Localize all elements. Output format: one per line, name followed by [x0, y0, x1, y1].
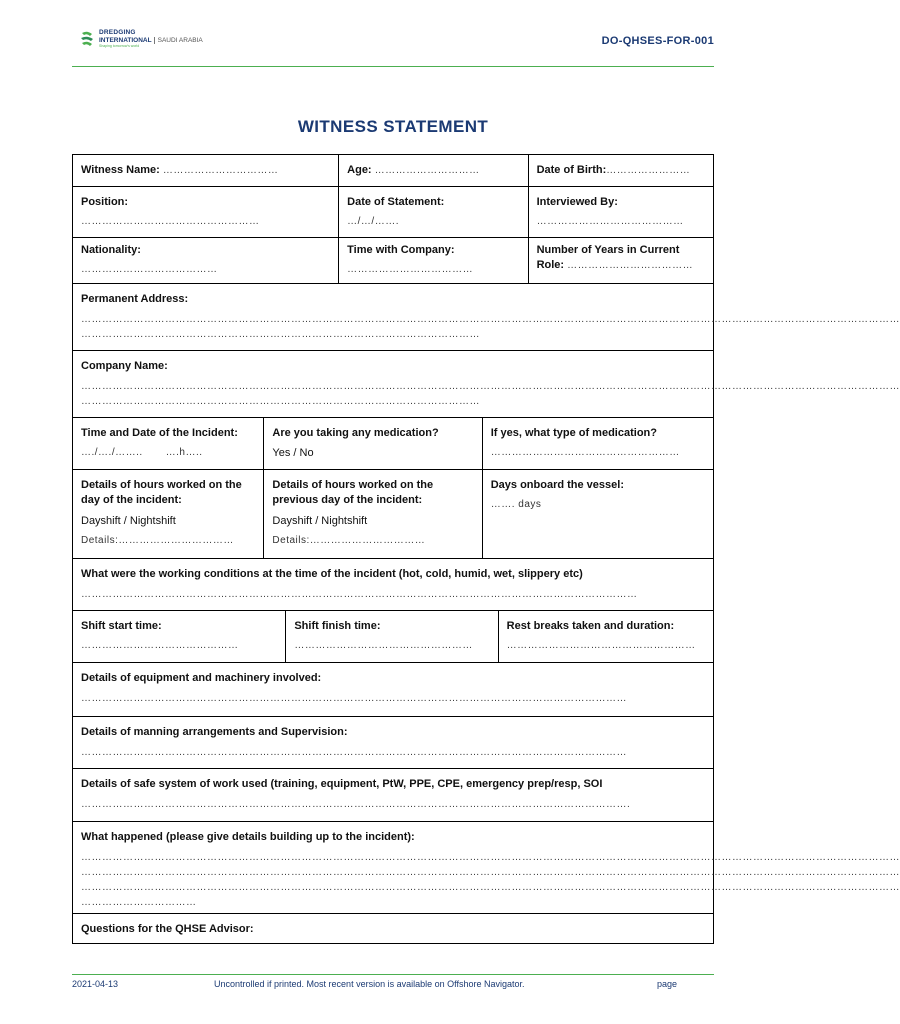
- rest-breaks-field[interactable]: Rest breaks taken and duration: ………………………………………………: [498, 611, 713, 662]
- brand-line1: DREDGING: [99, 29, 136, 36]
- questions-field[interactable]: Questions for the QHSE Advisor:: [81, 923, 254, 935]
- witness-statement-form: [72, 154, 900, 944]
- interviewed-by-field[interactable]: Interviewed By: ……………………………………: [528, 187, 713, 237]
- hours-previous-day-field[interactable]: Details of hours worked on the previous day of the incident: Dayshift / Nightshift Details:……………………………: [263, 470, 481, 558]
- company-name-field[interactable]: Company Name: ……………………………………………………………………………………………………………………………………………………………………………………………………………… ……………………………………………………………………………………………………: [81, 360, 900, 408]
- footer-page: page: [657, 979, 678, 989]
- form-row: [73, 662, 713, 716]
- time-with-company-field[interactable]: Time with Company: ………………………………: [338, 238, 527, 283]
- equipment-field[interactable]: Details of equipment and machinery involved: …………………………………………………………………………………………………………………………………………: [81, 672, 627, 705]
- brand-line2: INTERNATIONAL: [99, 36, 152, 44]
- form-row: [73, 610, 713, 662]
- form-row: [73, 768, 713, 821]
- permanent-address-field[interactable]: Permanent Address: ……………………………………………………………………………………………………………………………………………………………………………………………………………… ……………………………………………………………………………………………………: [81, 293, 900, 341]
- what-happened-field[interactable]: What happened (please give details building up to the incident): ……………………………………………………………………………………………………………………………………………………………………………………………………………… ……………………………………………………………………………………………………………………………………………………………………………………………………………… ……………………………………………………………………………………………………………………………………………………………………………………………………………… ……………………………: [81, 831, 900, 909]
- form-row: [73, 417, 713, 469]
- witness-name-field[interactable]: Witness Name: ……………………………: [81, 164, 279, 176]
- form-row: [73, 237, 713, 283]
- page-header: [72, 26, 714, 67]
- form-row: [73, 283, 900, 350]
- document-code: DO-QHSES-FOR-001: [601, 35, 714, 47]
- date-of-birth-field[interactable]: Date of Birth:……………………: [528, 155, 713, 186]
- date-of-statement-field[interactable]: Date of Statement: …/…/…….: [338, 187, 527, 237]
- company-logo: [80, 30, 203, 49]
- form-row: [73, 716, 713, 768]
- form-row: [73, 913, 713, 943]
- form-row: [73, 821, 900, 913]
- form-row: [73, 155, 713, 186]
- page-title: WITNESS STATEMENT: [297, 117, 489, 136]
- working-conditions-field[interactable]: What were the working conditions at the time of the incident (hot, cold, humid, wet, slippery etc) ……………………………………………………………………………………………………………………………………………: [81, 568, 638, 601]
- shift-start-field[interactable]: Shift start time: ………………………………………: [81, 620, 239, 652]
- brand-tagline: Shaping tomorrow's world: [99, 44, 140, 48]
- age-field[interactable]: Age: …………………………: [338, 155, 527, 186]
- incident-time-date-field[interactable]: Time and Date of the Incident: …./…./…….. ….h…..: [81, 427, 238, 459]
- form-row: [73, 350, 900, 417]
- footer-note: Uncontrolled if printed. Most recent version is available on Offshore Navigator.: [214, 979, 525, 989]
- safe-system-field[interactable]: Details of safe system of work used (training, equipment, PtW, PPE, CPE, emergency prep/resp, SOI ………………………………………………………………………………………………………………………………………….: [81, 778, 631, 811]
- dredging-logo-icon: [80, 31, 94, 47]
- footer-date: 2021-04-13: [72, 979, 119, 989]
- years-in-role-field[interactable]: Number of Years in Current Role: ………………………………: [528, 238, 713, 283]
- medication-type-field[interactable]: If yes, what type of medication? ………………………………………………: [482, 418, 713, 469]
- nationality-field[interactable]: Nationality: …………………………………: [81, 244, 218, 276]
- shift-finish-field[interactable]: Shift finish time: ……………………………………………: [285, 611, 497, 662]
- form-row: [73, 469, 713, 558]
- brand-region: SAUDI ARABIA: [154, 37, 203, 44]
- days-onboard-field[interactable]: Days onboard the vessel: ……. days: [482, 470, 713, 558]
- medication-field[interactable]: Are you taking any medication? Yes / No: [263, 418, 481, 469]
- form-row: [73, 186, 713, 237]
- page-footer: [72, 974, 714, 997]
- manning-field[interactable]: Details of manning arrangements and Supervision: …………………………………………………………………………………………………………………………………………: [81, 726, 627, 759]
- form-row: [73, 558, 713, 610]
- position-field[interactable]: Position: ……………………………………………: [81, 196, 260, 228]
- hours-day-of-incident-field[interactable]: Details of hours worked on the day of the incident: Dayshift / Nightshift Details:……………………………: [81, 479, 242, 547]
